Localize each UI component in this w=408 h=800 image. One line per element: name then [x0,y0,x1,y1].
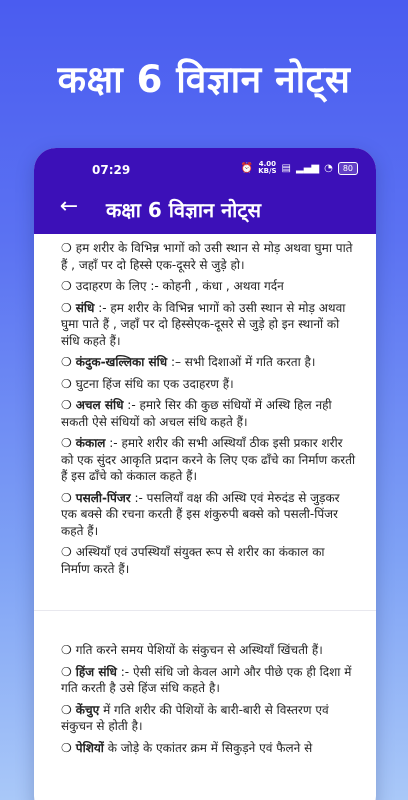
note-term: केंचुए [75,702,100,717]
note-item [61,278,356,295]
note-text: उदाहरण के लिए :- कोहनी , कंधा , अथवा गर्दन [75,279,284,293]
bullet-icon: ❍ [61,376,72,391]
status-time: 07:29 [92,163,131,177]
note-text: :- हम शरीर के विभिन्न भागों को उसी स्थान से मोड़ अथवा घुमा पाते हैं , जहाँ पर दो हिस्सेएक-दूसरे से जुड़े हो इन स्थानों को संधि कहते हैं। [61,300,346,348]
bullet-icon: ❍ [61,355,72,369]
notes-list-continued [61,642,356,756]
note-text: अस्थियाँ एवं उपस्थियाँ संयुक्त रूप से शरीर का कंकाल का निर्माण करते हैं। [61,545,325,576]
note-term: संधि [75,300,95,315]
page-title: कक्षा 6 विज्ञान नोट्स [106,198,261,222]
note-text: :- पसलियाँ वक्ष की अस्थि एवं मेरुदंड से जुड़कर एक बक्से की रचना करती हैं इस शंकुरुपी बक्से को पसली-पिंजर कहते हैं। [61,490,340,538]
note-item [61,740,356,757]
note-text: में गति शरीर की पेशियों के बारी-बारी से विस्तरण एवं संकुचन से होती है। [61,702,329,733]
note-item [61,354,356,371]
note-term: पसली-पिंजर [75,490,131,505]
bullet-icon: ❍ [61,702,72,717]
bullet-icon: ❍ [61,643,72,657]
bullet-icon: ❍ [61,241,72,255]
note-term: हिंज संधि [75,664,117,679]
note-item [61,702,356,735]
note-item [61,376,356,393]
bullet-icon: ❍ [61,279,72,293]
note-item [61,544,356,577]
banner-title: कक्षा 6 विज्ञान नोट्स [57,58,351,101]
notes-content[interactable] [34,234,376,756]
toolbar [34,186,376,234]
note-term: पेशियों [75,740,104,755]
note-item [61,300,356,350]
note-text: हम शरीर के विभिन्न भागों को उसी स्थान से मोड़ अथवा घुमा पाते हैं , जहाँ पर दो हिस्से एक-दूसरे से जुड़े हो। [61,241,353,272]
note-item [61,435,356,485]
note-item [61,642,356,659]
note-item [61,664,356,697]
battery-indicator: 80 [338,162,358,175]
note-text: :– सभी दिशाओं में गति करता है। [167,355,316,369]
bullet-icon: ❍ [61,740,72,755]
status-icons [241,161,358,175]
volte-icon: ▤ [281,162,291,174]
note-term: कंदुक-खल्लिका संधि [75,355,168,369]
signal-icon: ▂▄▆ [296,162,320,174]
note-item [61,490,356,540]
section-divider [61,582,356,642]
net-speed-unit: KB/S [258,167,277,175]
note-term: कंकाल [75,436,106,450]
net-speed-value: 4.00 [258,160,276,168]
note-text: के जोड़े के एकांतर क्रम में सिकुड़ने एवं फैलने से [103,740,313,755]
wifi-icon: ◔ [324,162,333,174]
alarm-icon: ⏰ [240,162,254,174]
note-text: :- हमारे शरीर की सभी अस्थियाँ ठीक इसी प्रकार शरीर को एक सुंदर आकृति प्रदान करने के लिए एक ढाँचे का निर्माण करती हैं इस ढाँचे को कंकाल कहते हैं। [61,436,356,483]
note-item [61,397,356,430]
app-bar [34,148,376,234]
note-text: घुटना हिंज संधि का एक उदाहरण हैं। [75,376,234,391]
bullet-icon: ❍ [61,664,72,679]
note-text: :- हमारे सिर की कुछ संधियों में अस्थि हिल नही सकती ऐसे संधियों को अचल संधि कहते हैं। [61,398,332,429]
phone-frame [34,148,376,800]
note-text: :- ऐसी संधि जो केवल आगे और पीछे एक ही दिशा में गति करती है उसे हिंज संधि कहते है। [61,664,352,695]
bullet-icon: ❍ [61,436,72,450]
note-term: अचल संधि [75,398,124,412]
notes-list [61,240,356,577]
bullet-icon: ❍ [61,300,72,315]
network-speed [258,161,276,175]
back-arrow-icon[interactable]: ← [59,194,79,219]
bullet-icon: ❍ [61,545,72,559]
note-item [61,240,356,273]
bullet-icon: ❍ [61,490,72,505]
status-bar [34,148,376,186]
bullet-icon: ❍ [61,398,72,412]
note-text: गति करने समय पेशियों के संकुचन से अस्थियाँ खिंचती हैं। [75,643,323,657]
